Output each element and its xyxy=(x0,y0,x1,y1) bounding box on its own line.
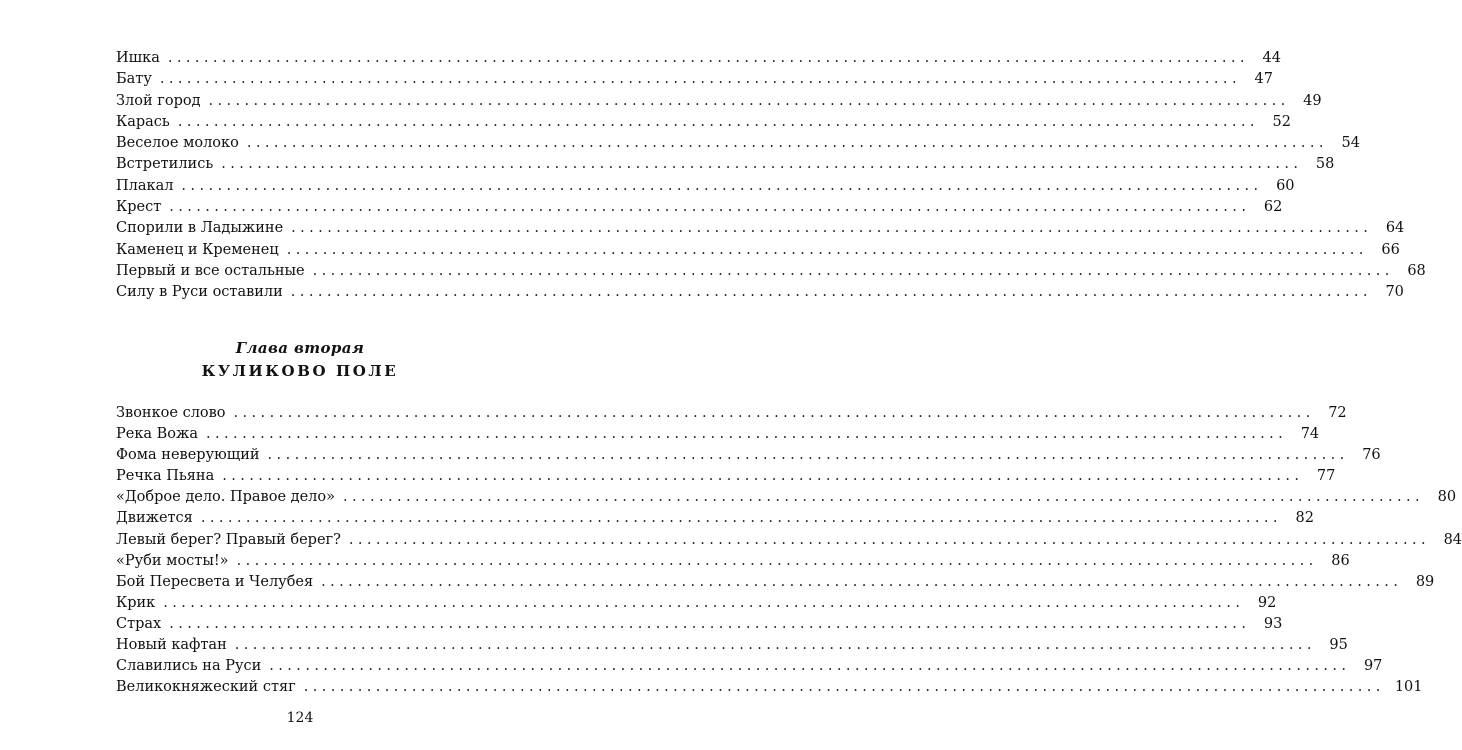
toc-entry-title: Спорили в Ладыжине xyxy=(116,220,284,237)
toc-entry-title: Бату xyxy=(116,71,152,88)
toc-entry-title: Славились на Руси xyxy=(116,658,262,675)
toc-entry-page: 62 xyxy=(1263,199,1283,216)
toc-entry-page: 52 xyxy=(1272,113,1291,130)
toc-entry-page: 92 xyxy=(1257,594,1277,611)
toc-entry-title: Карась xyxy=(116,113,170,130)
toc-entry-page: 68 xyxy=(1407,262,1426,279)
toc-entry-page: 77 xyxy=(1316,468,1336,485)
toc-entry-page: 70 xyxy=(1385,284,1404,301)
toc-entry-title: Веселое молоко xyxy=(116,135,239,152)
toc-entry xyxy=(116,176,1295,197)
toc-entry-title: Речка Пьяна xyxy=(116,468,215,485)
toc-dot-leader: ........................................................................................................................ xyxy=(206,426,1288,443)
toc-entry xyxy=(116,112,1291,133)
toc-entry-page: 54 xyxy=(1341,135,1360,152)
toc-entry-title: Фома неверующий xyxy=(116,447,260,464)
toc-dot-leader: ........................................................................................................................ xyxy=(286,241,1368,258)
toc-dot-leader: ........................................................................................................................ xyxy=(236,552,1318,569)
toc-dot-leader: ........................................................................................................................ xyxy=(291,220,1373,237)
toc-dot-leader: ........................................................................................................................ xyxy=(290,284,1372,301)
toc-dot-leader: ........................................................................................................................ xyxy=(181,177,1263,194)
toc-entry-title: «Доброе дело. Правое дело» xyxy=(116,489,335,506)
toc-entry xyxy=(116,91,1322,112)
chapter-label: Глава вторая xyxy=(235,339,365,357)
toc-entry-title: Каменец и Кременец xyxy=(116,241,279,258)
page-number: 124 xyxy=(286,710,314,726)
toc-entry-page: 49 xyxy=(1303,92,1322,109)
toc-entry-page: 80 xyxy=(1437,489,1457,506)
toc-dot-leader: ........................................................................................................................ xyxy=(208,92,1290,109)
toc-entry-title: Плакал xyxy=(116,177,174,194)
toc-entry-title: Злой город xyxy=(116,92,201,109)
toc-entry-title: Звонкое слово xyxy=(116,405,226,421)
toc-entry-title: Новый кафтан xyxy=(116,637,227,654)
toc-entry-page: 47 xyxy=(1254,71,1273,88)
toc-dot-leader: ........................................................................................................................ xyxy=(303,679,1385,696)
toc-entry-page: 93 xyxy=(1263,615,1283,632)
toc-entry-title: Крест xyxy=(116,199,162,216)
toc-entry xyxy=(116,635,1348,656)
toc-entry xyxy=(116,677,1423,698)
toc-entry-page: 58 xyxy=(1315,156,1335,173)
toc-entry xyxy=(116,261,1426,282)
toc-entry-title: Движется xyxy=(116,510,193,527)
toc-entry-page: 74 xyxy=(1300,426,1320,443)
toc-entry xyxy=(116,69,1273,90)
toc-entry-title: Река Вожа xyxy=(116,426,199,443)
toc-entry xyxy=(116,197,1283,218)
toc-dot-leader: ........................................................................................................................ xyxy=(267,447,1349,464)
toc-entry-title: Крик xyxy=(116,594,156,611)
toc-dot-leader: ........................................................................................................................ xyxy=(169,615,1251,632)
toc-dot-leader: ........................................................................................................................ xyxy=(221,156,1303,173)
toc-list-first xyxy=(116,48,1426,304)
toc-entry xyxy=(116,466,1336,487)
toc-entry-title: Страх xyxy=(116,615,162,632)
toc-entry xyxy=(116,218,1405,239)
toc-entry-page: 89 xyxy=(1415,573,1435,590)
toc-dot-leader: ........................................................................................................................ xyxy=(348,531,1431,548)
toc-entry xyxy=(116,614,1283,635)
toc-list-second xyxy=(116,403,1462,698)
toc-entry xyxy=(116,48,1281,69)
toc-dot-leader: ........................................................................................................................ xyxy=(200,510,1282,527)
toc-dot-leader: ........................................................................................................................ xyxy=(159,71,1241,88)
chapter-title: КУЛИКОВО ПОЛЕ xyxy=(201,362,399,380)
toc-entry xyxy=(116,445,1381,466)
toc-entry xyxy=(116,282,1404,303)
toc-entry-page: 66 xyxy=(1381,241,1400,258)
toc-entry-title: Встретились xyxy=(116,156,214,173)
toc-entry xyxy=(116,154,1335,175)
toc-entry xyxy=(116,487,1457,508)
toc-dot-leader: ........................................................................................................................ xyxy=(312,262,1394,279)
toc-dot-leader: ........................................................................................................................ xyxy=(269,658,1351,675)
toc-entry-title: Левый берег? Правый берег? xyxy=(116,531,341,548)
toc-entry-page: 76 xyxy=(1362,447,1381,464)
toc-dot-leader: ........................................................................................................................ xyxy=(342,489,1425,506)
toc-entry xyxy=(116,240,1400,261)
toc-dot-leader: ........................................................................................................................ xyxy=(167,50,1249,66)
toc-entry xyxy=(116,656,1383,677)
toc-entry xyxy=(116,530,1462,551)
toc-entry-title: Первый и все остальные xyxy=(116,262,305,279)
toc-entry-title: Бой Пересвета и Челубея xyxy=(116,573,314,590)
toc-entry-page: 101 xyxy=(1394,679,1423,696)
toc-entry-page: 60 xyxy=(1276,177,1295,194)
toc-dot-leader: ........................................................................................................................ xyxy=(321,573,1403,590)
toc-entry xyxy=(116,424,1320,445)
toc-entry-title: «Руби мосты!» xyxy=(116,552,229,569)
toc-dot-leader: ........................................................................................................................ xyxy=(234,637,1316,654)
toc-entry-page: 86 xyxy=(1331,552,1350,569)
toc-entry-page: 95 xyxy=(1329,637,1348,654)
toc-entry xyxy=(116,508,1314,529)
toc-entry-page: 82 xyxy=(1295,510,1314,527)
toc-dot-leader: ........................................................................................................................ xyxy=(177,113,1259,130)
toc-entry xyxy=(116,551,1350,572)
toc-entry-page: 97 xyxy=(1363,658,1383,675)
toc-entry-title: Силу в Руси оставили xyxy=(116,284,283,301)
toc-entry-page: 44 xyxy=(1262,50,1281,66)
toc-entry-title: Ишка xyxy=(116,50,160,66)
toc-dot-leader: ........................................................................................................................ xyxy=(169,199,1251,216)
toc-entry xyxy=(116,403,1347,424)
toc-dot-leader: ........................................................................................................................ xyxy=(233,405,1315,421)
toc-dot-leader: ........................................................................................................................ xyxy=(222,468,1304,485)
toc-dot-leader: ........................................................................................................................ xyxy=(246,135,1328,152)
toc-entry xyxy=(116,133,1360,154)
toc-entry-title: Великокняжеский стяг xyxy=(116,679,296,696)
toc-entry xyxy=(116,572,1435,593)
toc-dot-leader: ........................................................................................................................ xyxy=(163,594,1245,611)
toc-entry xyxy=(116,593,1277,614)
toc-entry-page: 64 xyxy=(1385,220,1405,237)
toc-entry-page: 72 xyxy=(1328,405,1347,421)
toc-entry-page: 84 xyxy=(1443,531,1462,548)
